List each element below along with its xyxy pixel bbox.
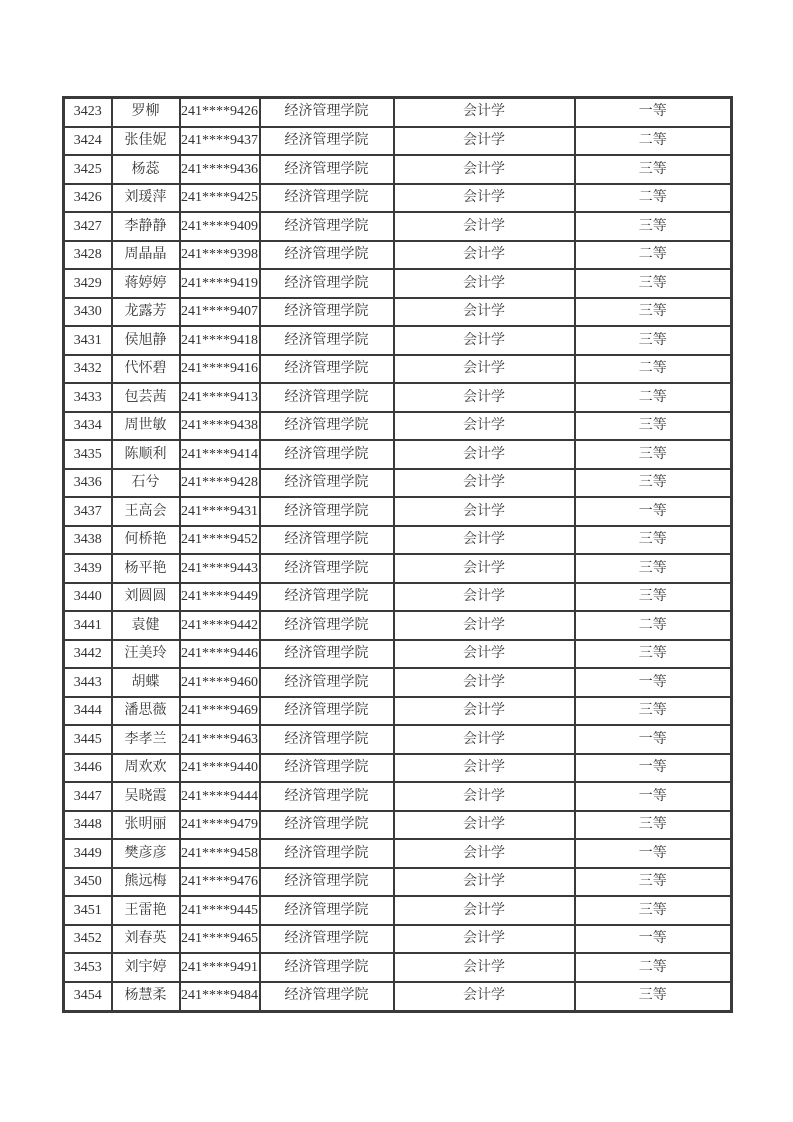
cell-serial-number: 3437 xyxy=(64,497,112,526)
table-row xyxy=(64,554,732,583)
cell-award-level: 三等 xyxy=(575,269,732,298)
cell-major: 会计学 xyxy=(394,440,575,469)
cell-college: 经济管理学院 xyxy=(260,725,394,754)
cell-serial-number: 3445 xyxy=(64,725,112,754)
cell-serial-number: 3435 xyxy=(64,440,112,469)
cell-college: 经济管理学院 xyxy=(260,697,394,726)
cell-major: 会计学 xyxy=(394,269,575,298)
cell-award-level: 一等 xyxy=(575,754,732,783)
cell-serial-number: 3440 xyxy=(64,583,112,612)
cell-award-level: 二等 xyxy=(575,184,732,213)
cell-student-id: 241****9469 xyxy=(180,697,260,726)
cell-award-level: 三等 xyxy=(575,326,732,355)
cell-college: 经济管理学院 xyxy=(260,982,394,1012)
cell-serial-number: 3427 xyxy=(64,212,112,241)
cell-serial-number: 3453 xyxy=(64,953,112,982)
table-row xyxy=(64,811,732,840)
cell-student-id: 241****9484 xyxy=(180,982,260,1012)
cell-student-name: 王高会 xyxy=(112,497,180,526)
cell-college: 经济管理学院 xyxy=(260,925,394,954)
cell-student-name: 吴晓霞 xyxy=(112,782,180,811)
cell-award-level: 二等 xyxy=(575,383,732,412)
cell-serial-number: 3450 xyxy=(64,868,112,897)
cell-award-level: 三等 xyxy=(575,811,732,840)
cell-student-id: 241****9452 xyxy=(180,526,260,555)
cell-serial-number: 3424 xyxy=(64,127,112,156)
cell-student-name: 张佳妮 xyxy=(112,127,180,156)
cell-award-level: 三等 xyxy=(575,982,732,1012)
cell-college: 经济管理学院 xyxy=(260,269,394,298)
cell-award-level: 一等 xyxy=(575,98,732,127)
cell-serial-number: 3448 xyxy=(64,811,112,840)
cell-student-name: 杨蕊 xyxy=(112,155,180,184)
cell-college: 经济管理学院 xyxy=(260,412,394,441)
cell-serial-number: 3432 xyxy=(64,355,112,384)
cell-student-id: 241****9428 xyxy=(180,469,260,498)
table-row xyxy=(64,155,732,184)
cell-major: 会计学 xyxy=(394,725,575,754)
cell-student-id: 241****9426 xyxy=(180,98,260,127)
cell-college: 经济管理学院 xyxy=(260,127,394,156)
cell-serial-number: 3430 xyxy=(64,298,112,327)
cell-student-name: 杨慧柔 xyxy=(112,982,180,1012)
cell-award-level: 三等 xyxy=(575,412,732,441)
cell-serial-number: 3446 xyxy=(64,754,112,783)
cell-major: 会计学 xyxy=(394,184,575,213)
cell-college: 经济管理学院 xyxy=(260,298,394,327)
cell-student-id: 241****9437 xyxy=(180,127,260,156)
cell-student-id: 241****9476 xyxy=(180,868,260,897)
cell-major: 会计学 xyxy=(394,497,575,526)
cell-award-level: 一等 xyxy=(575,725,732,754)
cell-student-name: 包芸茜 xyxy=(112,383,180,412)
cell-major: 会计学 xyxy=(394,640,575,669)
cell-serial-number: 3443 xyxy=(64,668,112,697)
cell-student-id: 241****9440 xyxy=(180,754,260,783)
table-row xyxy=(64,839,732,868)
cell-student-id: 241****9414 xyxy=(180,440,260,469)
cell-serial-number: 3444 xyxy=(64,697,112,726)
cell-major: 会计学 xyxy=(394,469,575,498)
award-table xyxy=(62,96,733,1013)
cell-serial-number: 3454 xyxy=(64,982,112,1012)
cell-award-level: 三等 xyxy=(575,298,732,327)
table-row xyxy=(64,326,732,355)
cell-college: 经济管理学院 xyxy=(260,497,394,526)
cell-serial-number: 3452 xyxy=(64,925,112,954)
table-row xyxy=(64,754,732,783)
cell-college: 经济管理学院 xyxy=(260,184,394,213)
cell-college: 经济管理学院 xyxy=(260,782,394,811)
cell-student-name: 胡蝶 xyxy=(112,668,180,697)
cell-student-id: 241****9442 xyxy=(180,611,260,640)
table-row xyxy=(64,526,732,555)
cell-award-level: 三等 xyxy=(575,697,732,726)
cell-college: 经济管理学院 xyxy=(260,611,394,640)
table-row xyxy=(64,611,732,640)
table-row xyxy=(64,896,732,925)
cell-student-id: 241****9436 xyxy=(180,155,260,184)
cell-student-id: 241****9460 xyxy=(180,668,260,697)
cell-student-id: 241****9431 xyxy=(180,497,260,526)
table-row xyxy=(64,668,732,697)
cell-student-name: 熊远梅 xyxy=(112,868,180,897)
cell-college: 经济管理学院 xyxy=(260,469,394,498)
cell-student-name: 杨平艳 xyxy=(112,554,180,583)
cell-serial-number: 3425 xyxy=(64,155,112,184)
cell-major: 会计学 xyxy=(394,412,575,441)
cell-major: 会计学 xyxy=(394,127,575,156)
cell-major: 会计学 xyxy=(394,925,575,954)
cell-serial-number: 3428 xyxy=(64,241,112,270)
cell-student-name: 王雷艳 xyxy=(112,896,180,925)
cell-college: 经济管理学院 xyxy=(260,583,394,612)
cell-award-level: 三等 xyxy=(575,868,732,897)
table-row xyxy=(64,127,732,156)
table-row xyxy=(64,269,732,298)
cell-college: 经济管理学院 xyxy=(260,554,394,583)
award-table-body xyxy=(64,98,732,1012)
cell-serial-number: 3429 xyxy=(64,269,112,298)
cell-serial-number: 3438 xyxy=(64,526,112,555)
cell-college: 经济管理学院 xyxy=(260,241,394,270)
cell-major: 会计学 xyxy=(394,953,575,982)
cell-major: 会计学 xyxy=(394,212,575,241)
cell-college: 经济管理学院 xyxy=(260,155,394,184)
cell-major: 会计学 xyxy=(394,98,575,127)
cell-serial-number: 3431 xyxy=(64,326,112,355)
table-row xyxy=(64,98,732,127)
cell-student-id: 241****9479 xyxy=(180,811,260,840)
cell-award-level: 一等 xyxy=(575,839,732,868)
table-row xyxy=(64,925,732,954)
table-row xyxy=(64,640,732,669)
cell-major: 会计学 xyxy=(394,241,575,270)
table-row xyxy=(64,953,732,982)
cell-student-name: 周晶晶 xyxy=(112,241,180,270)
cell-student-id: 241****9425 xyxy=(180,184,260,213)
cell-student-id: 241****9407 xyxy=(180,298,260,327)
cell-serial-number: 3436 xyxy=(64,469,112,498)
cell-student-id: 241****9418 xyxy=(180,326,260,355)
cell-serial-number: 3434 xyxy=(64,412,112,441)
cell-serial-number: 3442 xyxy=(64,640,112,669)
cell-student-name: 刘圆圆 xyxy=(112,583,180,612)
table-row xyxy=(64,868,732,897)
table-row xyxy=(64,982,732,1012)
table-row xyxy=(64,583,732,612)
cell-student-name: 陈顺利 xyxy=(112,440,180,469)
cell-major: 会计学 xyxy=(394,982,575,1012)
cell-major: 会计学 xyxy=(394,554,575,583)
cell-major: 会计学 xyxy=(394,868,575,897)
cell-student-id: 241****9449 xyxy=(180,583,260,612)
cell-student-id: 241****9443 xyxy=(180,554,260,583)
cell-major: 会计学 xyxy=(394,697,575,726)
table-row xyxy=(64,440,732,469)
cell-serial-number: 3447 xyxy=(64,782,112,811)
cell-major: 会计学 xyxy=(394,298,575,327)
table-row xyxy=(64,383,732,412)
cell-major: 会计学 xyxy=(394,611,575,640)
cell-college: 经济管理学院 xyxy=(260,526,394,555)
cell-award-level: 二等 xyxy=(575,355,732,384)
cell-student-name: 何桥艳 xyxy=(112,526,180,555)
cell-student-name: 石兮 xyxy=(112,469,180,498)
cell-award-level: 一等 xyxy=(575,497,732,526)
cell-serial-number: 3439 xyxy=(64,554,112,583)
table-row xyxy=(64,782,732,811)
cell-major: 会计学 xyxy=(394,583,575,612)
cell-student-name: 潘思薇 xyxy=(112,697,180,726)
cell-serial-number: 3433 xyxy=(64,383,112,412)
cell-student-id: 241****9491 xyxy=(180,953,260,982)
table-row xyxy=(64,497,732,526)
cell-award-level: 一等 xyxy=(575,668,732,697)
cell-serial-number: 3426 xyxy=(64,184,112,213)
cell-serial-number: 3449 xyxy=(64,839,112,868)
cell-serial-number: 3441 xyxy=(64,611,112,640)
cell-college: 经济管理学院 xyxy=(260,212,394,241)
cell-college: 经济管理学院 xyxy=(260,896,394,925)
cell-student-name: 樊彦彦 xyxy=(112,839,180,868)
cell-student-name: 侯旭静 xyxy=(112,326,180,355)
cell-college: 经济管理学院 xyxy=(260,811,394,840)
cell-college: 经济管理学院 xyxy=(260,754,394,783)
cell-major: 会计学 xyxy=(394,782,575,811)
cell-student-id: 241****9398 xyxy=(180,241,260,270)
cell-award-level: 三等 xyxy=(575,640,732,669)
cell-student-id: 241****9416 xyxy=(180,355,260,384)
cell-major: 会计学 xyxy=(394,754,575,783)
cell-award-level: 三等 xyxy=(575,440,732,469)
cell-college: 经济管理学院 xyxy=(260,640,394,669)
cell-major: 会计学 xyxy=(394,896,575,925)
cell-student-name: 罗柳 xyxy=(112,98,180,127)
table-row xyxy=(64,212,732,241)
table-row xyxy=(64,184,732,213)
cell-award-level: 二等 xyxy=(575,127,732,156)
cell-award-level: 一等 xyxy=(575,925,732,954)
cell-serial-number: 3423 xyxy=(64,98,112,127)
cell-student-id: 241****9446 xyxy=(180,640,260,669)
cell-student-name: 代怀碧 xyxy=(112,355,180,384)
cell-college: 经济管理学院 xyxy=(260,953,394,982)
cell-student-name: 周欢欢 xyxy=(112,754,180,783)
cell-major: 会计学 xyxy=(394,811,575,840)
cell-student-id: 241****9413 xyxy=(180,383,260,412)
cell-major: 会计学 xyxy=(394,839,575,868)
cell-college: 经济管理学院 xyxy=(260,440,394,469)
cell-award-level: 三等 xyxy=(575,554,732,583)
cell-student-id: 241****9444 xyxy=(180,782,260,811)
cell-student-name: 刘瑗萍 xyxy=(112,184,180,213)
cell-college: 经济管理学院 xyxy=(260,868,394,897)
cell-award-level: 一等 xyxy=(575,782,732,811)
cell-student-id: 241****9463 xyxy=(180,725,260,754)
cell-major: 会计学 xyxy=(394,326,575,355)
cell-college: 经济管理学院 xyxy=(260,668,394,697)
cell-student-id: 241****9465 xyxy=(180,925,260,954)
cell-award-level: 二等 xyxy=(575,241,732,270)
cell-student-name: 李孝兰 xyxy=(112,725,180,754)
cell-student-id: 241****9419 xyxy=(180,269,260,298)
cell-award-level: 三等 xyxy=(575,526,732,555)
cell-award-level: 三等 xyxy=(575,155,732,184)
cell-college: 经济管理学院 xyxy=(260,98,394,127)
cell-major: 会计学 xyxy=(394,668,575,697)
cell-college: 经济管理学院 xyxy=(260,839,394,868)
table-row xyxy=(64,469,732,498)
cell-college: 经济管理学院 xyxy=(260,355,394,384)
cell-student-name: 汪美玲 xyxy=(112,640,180,669)
cell-award-level: 二等 xyxy=(575,611,732,640)
cell-student-name: 刘宇婷 xyxy=(112,953,180,982)
table-row xyxy=(64,725,732,754)
cell-serial-number: 3451 xyxy=(64,896,112,925)
cell-major: 会计学 xyxy=(394,355,575,384)
cell-major: 会计学 xyxy=(394,526,575,555)
cell-student-id: 241****9445 xyxy=(180,896,260,925)
cell-award-level: 三等 xyxy=(575,896,732,925)
cell-student-name: 龙露芳 xyxy=(112,298,180,327)
cell-award-level: 二等 xyxy=(575,953,732,982)
cell-award-level: 三等 xyxy=(575,469,732,498)
cell-student-id: 241****9409 xyxy=(180,212,260,241)
cell-college: 经济管理学院 xyxy=(260,383,394,412)
table-row xyxy=(64,697,732,726)
cell-student-id: 241****9458 xyxy=(180,839,260,868)
table-row xyxy=(64,241,732,270)
table-row xyxy=(64,355,732,384)
cell-student-name: 周世敏 xyxy=(112,412,180,441)
cell-award-level: 三等 xyxy=(575,583,732,612)
cell-student-name: 张明丽 xyxy=(112,811,180,840)
cell-student-name: 袁健 xyxy=(112,611,180,640)
cell-college: 经济管理学院 xyxy=(260,326,394,355)
cell-student-id: 241****9438 xyxy=(180,412,260,441)
cell-major: 会计学 xyxy=(394,383,575,412)
table-row xyxy=(64,412,732,441)
cell-student-name: 蒋婷婷 xyxy=(112,269,180,298)
cell-major: 会计学 xyxy=(394,155,575,184)
cell-student-name: 刘春英 xyxy=(112,925,180,954)
cell-award-level: 三等 xyxy=(575,212,732,241)
table-row xyxy=(64,298,732,327)
cell-student-name: 李静静 xyxy=(112,212,180,241)
